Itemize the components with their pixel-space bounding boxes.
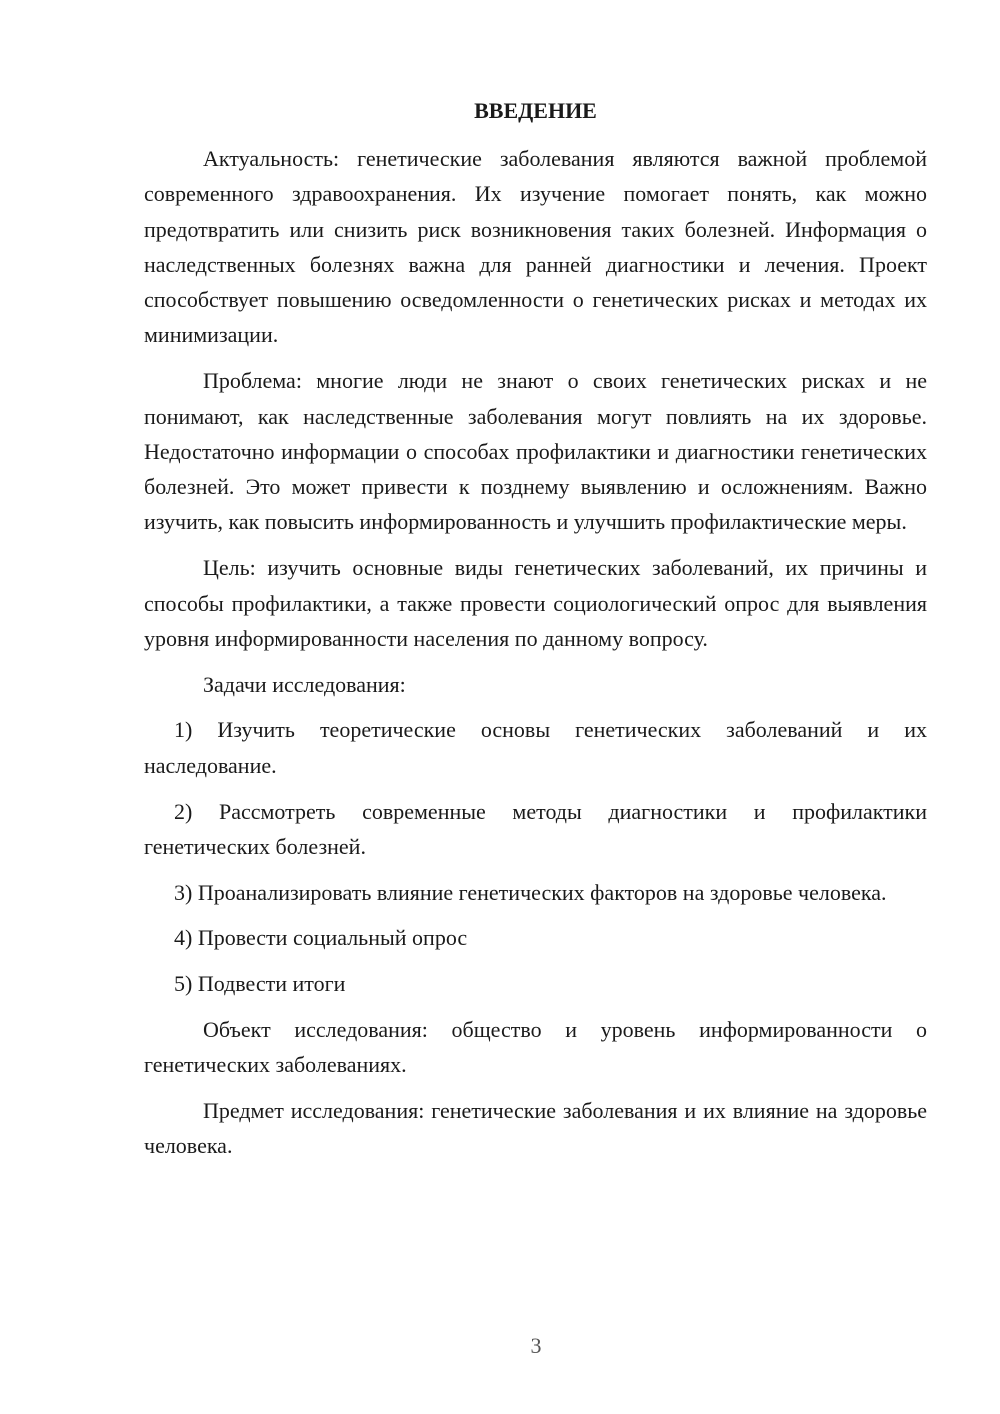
- page-number: 3: [530, 1333, 542, 1358]
- section-heading: ВВЕДЕНИЕ: [474, 98, 597, 123]
- document-page: [144, 95, 927, 1174]
- task-item-4: 4) Провести социальный опрос: [174, 925, 468, 951]
- task-item-5: 5) Подвести итоги: [174, 971, 346, 997]
- task-item-3: 3) Проанализировать влияние генетических факторов на здоровье человека.: [174, 879, 887, 905]
- relevance-paragraph: Актуальность: генетические заболевания являются важной проблемой современного здравоохранения. Их изучение помогает понять, как можно предотвратить или снизить риск возникновения таких болезней. Информация о наследственных болезнях важна для ранней диагностики и лечения. Проект способствует повышению осведомленности о генетических рисках и методах их минимизации.: [144, 146, 927, 348]
- problem-paragraph: Проблема: многие люди не знают о своих генетических рисках и не понимают, как наследственные заболевания могут повлиять на их здоровье. Недостаточно информации о способах профилактики и диагностики генетических болезней. Это может привести к позднему выявлению и осложнениям. Важно изучить, как повысить информированность и улучшить профилактические меры.: [144, 368, 927, 535]
- task-item-2: 2) Рассмотреть современные методы диагностики и профилактики генетических болезней.: [144, 798, 927, 859]
- tasks-title: Задачи исследования:: [203, 671, 406, 697]
- goal-paragraph: Цель: изучить основные виды генетических заболеваний, их причины и способы профилактики, а также провести социологический опрос для выявления уровня информированности населения по данному вопросу.: [144, 555, 927, 651]
- subject-paragraph: Предмет исследования: генетические заболевания и их влияние на здоровье человека.: [144, 1098, 927, 1159]
- object-paragraph: Объект исследования: общество и уровень информированности о генетических заболеваниях.: [144, 1017, 927, 1078]
- task-item-1: 1) Изучить теоретические основы генетических заболеваний и их наследование.: [144, 717, 927, 778]
